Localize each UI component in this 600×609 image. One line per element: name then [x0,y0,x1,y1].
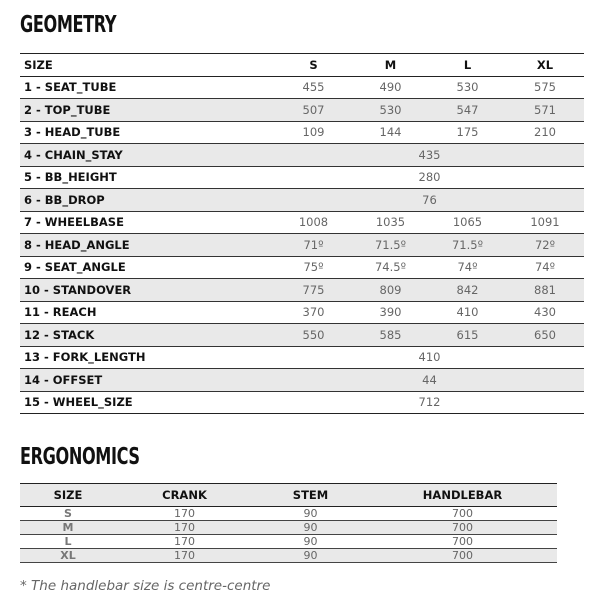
row-value-all-sizes: 44 [275,369,584,392]
row-value-s: 775 [275,279,352,302]
ergo-crank-cell: 170 [116,521,253,535]
row-value-all-sizes: 712 [275,391,584,414]
ergo-size-cell: L [20,535,116,549]
footnote: * The handlebar size is centre-centre [20,578,271,594]
row-label: 12 - STACK [20,324,275,347]
row-label: 2 - TOP_TUBE [20,99,275,122]
ergo-handlebar-cell: 700 [368,521,557,535]
row-value-xl: 650 [506,324,584,347]
ergo-header-handlebar: HANDLEBAR [368,484,557,507]
row-label: 7 - WHEELBASE [20,211,275,234]
row-value-xl: 575 [506,76,584,99]
ergo-crank-cell: 170 [116,535,253,549]
table-row [20,507,557,521]
header-m: M [352,54,429,77]
row-value-xl: 210 [506,121,584,144]
geometry-header-row [20,54,584,77]
table-row [20,211,584,234]
row-value-l: 615 [429,324,506,347]
table-row [20,369,584,392]
table-row [20,346,584,369]
table-row [20,166,584,189]
ergo-stem-cell: 90 [253,535,368,549]
row-value-m: 144 [352,121,429,144]
row-value-xl: 881 [506,279,584,302]
row-label: 14 - OFFSET [20,369,275,392]
ergo-stem-cell: 90 [253,549,368,563]
row-value-m: 390 [352,301,429,324]
row-value-l: 71.5º [429,234,506,257]
row-value-s: 71º [275,234,352,257]
row-value-all-sizes: 435 [275,144,584,167]
table-row [20,256,584,279]
table-row [20,76,584,99]
ergonomics-table [20,483,557,563]
row-value-l: 547 [429,99,506,122]
row-value-l: 410 [429,301,506,324]
table-row [20,144,584,167]
row-label: 1 - SEAT_TUBE [20,76,275,99]
ergo-crank-cell: 170 [116,549,253,563]
row-value-s: 455 [275,76,352,99]
header-s: S [275,54,352,77]
ergo-size-cell: M [20,521,116,535]
row-value-s: 75º [275,256,352,279]
table-row [20,391,584,414]
row-value-xl: 571 [506,99,584,122]
row-label: 9 - SEAT_ANGLE [20,256,275,279]
row-value-l: 175 [429,121,506,144]
row-value-m: 490 [352,76,429,99]
row-value-s: 370 [275,301,352,324]
row-label: 10 - STANDOVER [20,279,275,302]
row-label: 11 - REACH [20,301,275,324]
row-label: 6 - BB_DROP [20,189,275,212]
ergo-stem-cell: 90 [253,507,368,521]
table-row [20,535,557,549]
row-value-xl: 72º [506,234,584,257]
table-row [20,549,557,563]
table-row [20,189,584,212]
geometry-title: GEOMETRY [20,12,117,38]
ergo-handlebar-cell: 700 [368,549,557,563]
geometry-table [20,53,584,414]
ergonomics-title: ERGONOMICS [20,444,140,470]
row-label: 13 - FORK_LENGTH [20,346,275,369]
row-value-m: 530 [352,99,429,122]
table-row [20,121,584,144]
ergo-size-cell: XL [20,549,116,563]
row-value-xl: 1091 [506,211,584,234]
table-row [20,301,584,324]
row-value-s: 109 [275,121,352,144]
row-value-m: 1035 [352,211,429,234]
row-value-m: 74.5º [352,256,429,279]
table-row [20,279,584,302]
row-value-s: 507 [275,99,352,122]
ergo-handlebar-cell: 700 [368,535,557,549]
ergo-handlebar-cell: 700 [368,507,557,521]
row-value-s: 550 [275,324,352,347]
row-value-m: 71.5º [352,234,429,257]
row-value-m: 585 [352,324,429,347]
table-row [20,234,584,257]
row-value-l: 530 [429,76,506,99]
row-label: 4 - CHAIN_STAY [20,144,275,167]
row-value-l: 1065 [429,211,506,234]
row-label: 15 - WHEEL_SIZE [20,391,275,414]
row-value-m: 809 [352,279,429,302]
row-value-l: 74º [429,256,506,279]
row-value-s: 1008 [275,211,352,234]
ergonomics-header-row [20,484,557,507]
row-label: 3 - HEAD_TUBE [20,121,275,144]
row-value-xl: 74º [506,256,584,279]
ergo-header-size: SIZE [20,484,116,507]
ergo-crank-cell: 170 [116,507,253,521]
row-value-all-sizes: 76 [275,189,584,212]
row-value-l: 842 [429,279,506,302]
ergo-stem-cell: 90 [253,521,368,535]
row-value-all-sizes: 410 [275,346,584,369]
table-row [20,99,584,122]
table-row [20,324,584,347]
row-label: 5 - BB_HEIGHT [20,166,275,189]
row-value-xl: 430 [506,301,584,324]
header-size: SIZE [20,54,275,77]
row-label: 8 - HEAD_ANGLE [20,234,275,257]
header-l: L [429,54,506,77]
ergo-size-cell: S [20,507,116,521]
row-value-all-sizes: 280 [275,166,584,189]
ergo-header-crank: CRANK [116,484,253,507]
ergo-header-stem: STEM [253,484,368,507]
header-xl: XL [506,54,584,77]
table-row [20,521,557,535]
